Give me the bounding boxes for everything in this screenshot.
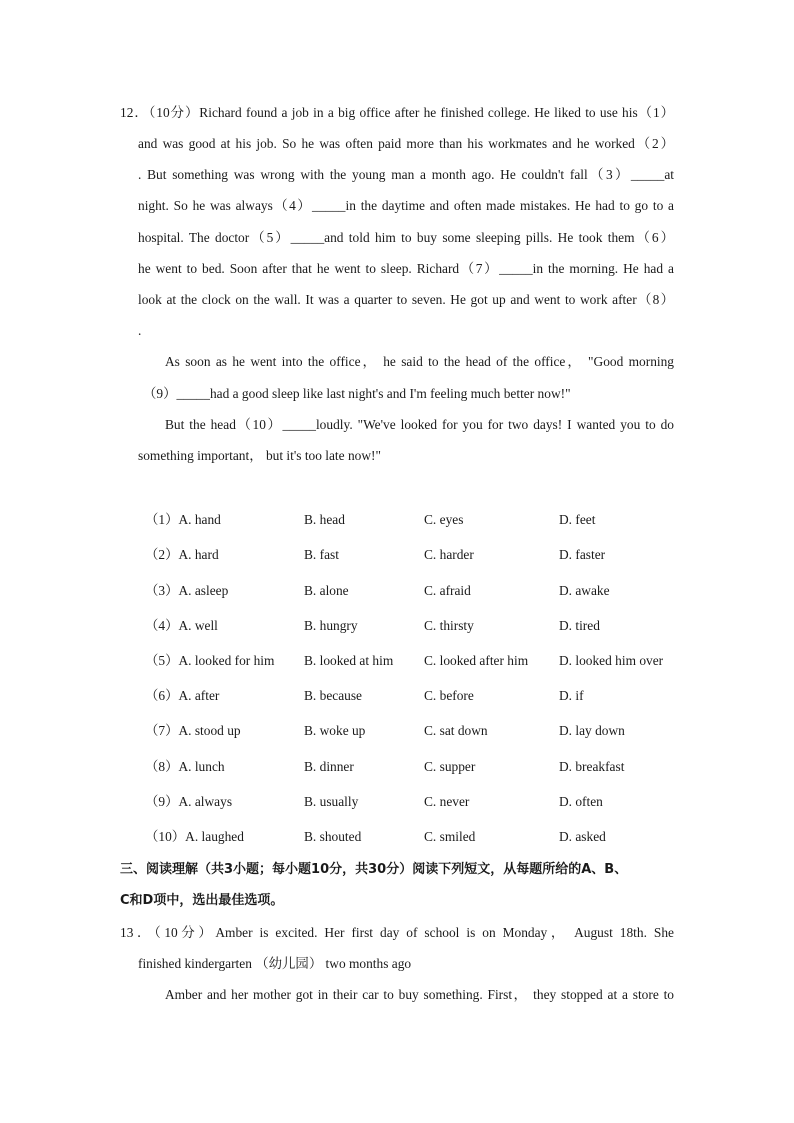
option-a: （1）A. hand bbox=[145, 512, 221, 527]
q12-line-9: As soon as he went into the office， he said to the head of the office， "Good morning bbox=[165, 354, 674, 369]
option-b: B. woke up bbox=[304, 723, 366, 738]
q12-line-12: something important， but it's too late now!" bbox=[138, 448, 381, 463]
option-d: D. asked bbox=[559, 829, 606, 844]
option-b: B. dinner bbox=[304, 759, 354, 774]
q12-line-7: look at the clock on the wall. It was a quarter to seven. He got up and went to work after（8） bbox=[138, 292, 674, 307]
option-d: D. often bbox=[559, 794, 603, 809]
q13-line-1: 13．（10分）Amber is excited. Her first day of school is on Monday， August 18th. She bbox=[120, 925, 674, 940]
option-row-7 bbox=[145, 721, 685, 741]
option-a: （3）A. asleep bbox=[145, 583, 229, 598]
option-a: （2）A. hard bbox=[145, 547, 219, 562]
option-a: （6）A. after bbox=[145, 688, 220, 703]
option-b: B. alone bbox=[304, 583, 349, 598]
option-b: B. fast bbox=[304, 547, 339, 562]
q12-line-8: . bbox=[138, 323, 142, 338]
q13-line-3: Amber and her mother got in their car to buy something. First， they stopped at a store to bbox=[165, 987, 674, 1002]
q12-line-2: and was good at his job. So he was often paid more than his workmates and he worked（2） bbox=[138, 136, 674, 151]
option-c: C. never bbox=[424, 794, 470, 809]
q12-line-3: . But something was wrong with the young man a month ago. He couldn't fall（3）_____at bbox=[138, 167, 674, 182]
option-row-8 bbox=[145, 757, 685, 777]
option-a: （9）A. always bbox=[145, 794, 233, 809]
q12-line-6: he went to bed. Soon after that he went to sleep. Richard（7）_____in the morning. He had a bbox=[138, 261, 674, 276]
option-b: B. usually bbox=[304, 794, 359, 809]
option-c: C. before bbox=[424, 688, 474, 703]
option-d: D. if bbox=[559, 688, 584, 703]
q13-line-2: finished kindergarten （幼儿园） two months ago bbox=[138, 956, 412, 971]
option-row-4 bbox=[145, 616, 685, 636]
option-c: C. smiled bbox=[424, 829, 476, 844]
option-row-9 bbox=[145, 792, 685, 812]
q12-line-4: night. So he was always（4）_____in the daytime and often made mistakes. He had to go to a bbox=[138, 198, 674, 213]
option-row-6 bbox=[145, 686, 685, 706]
option-a: （10）A. laughed bbox=[145, 829, 244, 844]
option-d: D. awake bbox=[559, 583, 610, 598]
option-b: B. head bbox=[304, 512, 345, 527]
option-row-10 bbox=[145, 827, 685, 847]
q12-line-10: （9）_____had a good sleep like last night's and I'm feeling much better now!" bbox=[143, 386, 571, 401]
q12-line-1: 12．（10分）Richard found a job in a big office after he finished college. He liked to use his（1） bbox=[120, 105, 674, 120]
option-b: B. looked at him bbox=[304, 653, 394, 668]
option-a: （8）A. lunch bbox=[145, 759, 225, 774]
option-a: （4）A. well bbox=[145, 618, 218, 633]
q12-line-5: hospital. The doctor（5）_____and told him to buy some sleeping pills. He took them（6） bbox=[138, 230, 674, 245]
option-c: C. thirsty bbox=[424, 618, 474, 633]
option-d: D. lay down bbox=[559, 723, 625, 738]
option-c: C. sat down bbox=[424, 723, 488, 738]
option-d: D. feet bbox=[559, 512, 596, 527]
option-d: D. looked him over bbox=[559, 653, 664, 668]
option-b: B. shouted bbox=[304, 829, 362, 844]
option-row-1 bbox=[145, 510, 685, 530]
option-b: B. because bbox=[304, 688, 363, 703]
option-d: D. tired bbox=[559, 618, 600, 633]
option-d: D. breakfast bbox=[559, 759, 625, 774]
q12-line-11: But the head（10）_____loudly. "We've looked for you for two days! I wanted you to do bbox=[165, 417, 674, 432]
option-a: （5）A. looked for him bbox=[145, 653, 275, 668]
option-row-3 bbox=[145, 581, 685, 601]
option-c: C. eyes bbox=[424, 512, 464, 527]
option-c: C. looked after him bbox=[424, 653, 529, 668]
option-row-2 bbox=[145, 545, 685, 565]
option-b: B. hungry bbox=[304, 618, 358, 633]
section-heading-continued: C和D项中，选出最佳选项。 bbox=[120, 893, 284, 908]
section-heading: 三、阅读理解（共3小题；每小题10分，共30分）阅读下列短文，从每题所给的A、B、 bbox=[120, 862, 628, 877]
option-a: （7）A. stood up bbox=[145, 723, 241, 738]
option-d: D. faster bbox=[559, 547, 606, 562]
option-c: C. harder bbox=[424, 547, 474, 562]
option-c: C. afraid bbox=[424, 583, 471, 598]
option-c: C. supper bbox=[424, 759, 476, 774]
option-row-5 bbox=[145, 651, 685, 671]
